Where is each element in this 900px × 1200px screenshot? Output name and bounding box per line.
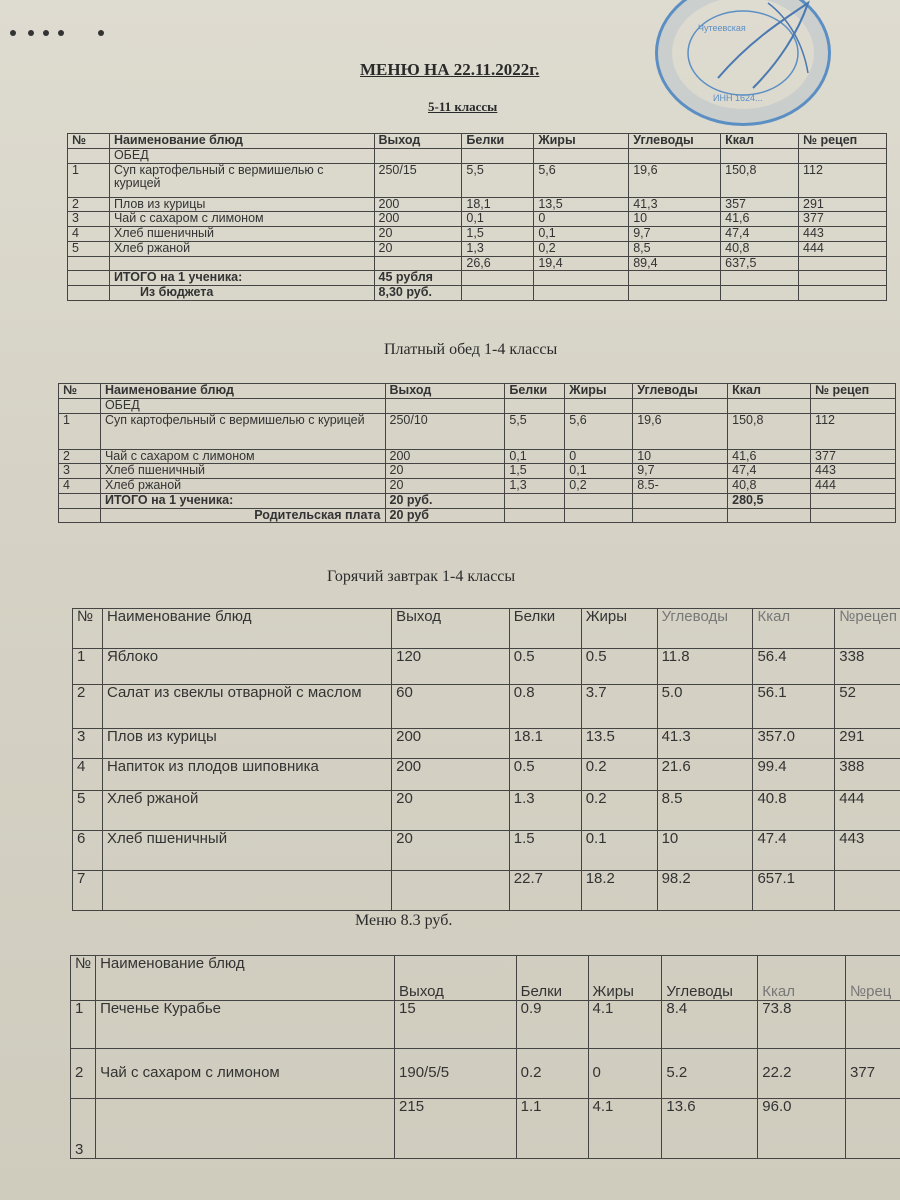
table-row: 1 Суп картофельный с вермишелью с курицей 250/15 5,5 5,6 19,6 150,8 112 <box>68 163 887 197</box>
table-row: 6 Хлеб пшеничный 20 1.5 0.1 10 47.4 443 <box>73 831 900 871</box>
itogo-value: 20 руб. <box>385 493 505 508</box>
menu-table-8-3 <box>70 955 900 1159</box>
itogo-row <box>68 271 887 286</box>
page-title: МЕНЮ НА 22.11.2022г. <box>360 60 540 79</box>
header-cell: № <box>68 134 110 149</box>
caption-menu-8-3: Меню 8.3 руб. <box>355 912 453 929</box>
itogo-label: ИТОГО на 1 ученика: <box>109 271 374 286</box>
table-row: 2 Салат из свеклы отварной с маслом 60 0.8 3.7 5.0 56.1 52 <box>73 685 900 729</box>
header-cell: Белки <box>462 134 534 149</box>
parent-fee-label: Родительская плата <box>100 508 385 523</box>
caption-paid-lunch: Платный обед 1-4 классы <box>384 341 558 358</box>
section-row <box>68 148 887 163</box>
budget-row <box>68 286 887 301</box>
itogo-value: 45 рубля <box>374 271 462 286</box>
table-header-row <box>68 134 887 149</box>
itogo-kcal: 280,5 <box>728 493 811 508</box>
stamp-text-top: Чутеевская <box>698 23 746 33</box>
menu-table-paid-lunch <box>58 383 896 523</box>
header-cell: № рецеп <box>799 134 887 149</box>
table-row: 1 Яблоко 120 0.5 0.5 11.8 56.4 338 <box>73 649 900 685</box>
header-cell: Выход <box>374 134 462 149</box>
page-subtitle: 5-11 классы <box>428 99 498 114</box>
table-row: 3 Хлеб пшеничный 20 1,5 0,1 9,7 47,4 443 <box>59 464 896 479</box>
table-row: 2 Плов из курицы 200 18,1 13,5 41,3 357 291 <box>68 197 887 212</box>
itogo-row <box>59 493 896 508</box>
table-row: 3 Чай с сахаром с лимоном 200 0,1 0 10 41,6 377 <box>68 212 887 227</box>
table-row: 3 Плов из курицы 200 18.1 13.5 41.3 357.0 291 <box>73 729 900 759</box>
header-cell: Углеводы <box>629 134 721 149</box>
caption-hot-breakfast: Горячий завтрак 1-4 классы <box>327 568 516 585</box>
parent-fee-row <box>59 508 896 523</box>
parent-fee-value: 20 руб <box>385 508 505 523</box>
stamp-text-bottom: ИНН 1624... <box>713 93 763 103</box>
budget-label: Из бюджета <box>109 286 374 301</box>
section-row: ОБЕД <box>59 398 896 413</box>
table-row: 4 Хлеб пшеничный 20 1,5 0,1 9,7 47,4 443 <box>68 227 887 242</box>
header-cell: Ккал <box>721 134 799 149</box>
table-row: 2 Чай с сахаром с лимоном 200 0,1 0 10 41,6 377 <box>59 449 896 464</box>
table-row: 1 Суп картофельный с вермишелью с курицей 250/10 5,5 5,6 19,6 150,8 112 <box>59 413 896 449</box>
table-row: 4 Хлеб ржаной 20 1,3 0,2 8.5- 40,8 444 <box>59 479 896 494</box>
table-header-row: № Наименование блюд Выход Белки Жиры Углеводы Ккал №рец <box>71 956 900 1001</box>
table-header-row: № Наименование блюд Выход Белки Жиры Углеводы Ккал № рецеп <box>59 384 896 399</box>
table-row: 5 Хлеб ржаной 20 1.3 0.2 8.5 40.8 444 <box>73 791 900 831</box>
totals-row: 7 22.7 18.2 98.2 657.1 <box>73 871 900 911</box>
table-row: 4 Напиток из плодов шиповника 200 0.5 0.2 21.6 99.4 388 <box>73 759 900 791</box>
menu-table-5-11 <box>67 133 887 301</box>
school-stamp-seal <box>655 0 831 126</box>
table-row: 2 Чай с сахаром с лимоном 190/5/5 0.2 0 5.2 22.2 377 <box>71 1049 900 1099</box>
punch-dots <box>10 30 110 40</box>
table-header-row: № Наименование блюд Выход Белки Жиры Углеводы Ккал №рецеп <box>73 609 900 649</box>
table-row: 5 Хлеб ржаной 20 1,3 0,2 8,5 40,8 444 <box>68 241 887 256</box>
totals-row: 26,6 19,4 89,4 637,5 <box>68 256 887 271</box>
header-cell: Жиры <box>534 134 629 149</box>
section-label: ОБЕД <box>109 148 374 163</box>
header-cell: Наименование блюд <box>109 134 374 149</box>
table-row: 1 Печенье Курабье 15 0.9 4.1 8.4 73.8 <box>71 1001 900 1049</box>
menu-table-hot-breakfast <box>72 608 900 911</box>
itogo-label: ИТОГО на 1 ученика: <box>100 493 385 508</box>
totals-row: 3 215 1.1 4.1 13.6 96.0 <box>71 1099 900 1159</box>
budget-value: 8,30 руб. <box>374 286 462 301</box>
